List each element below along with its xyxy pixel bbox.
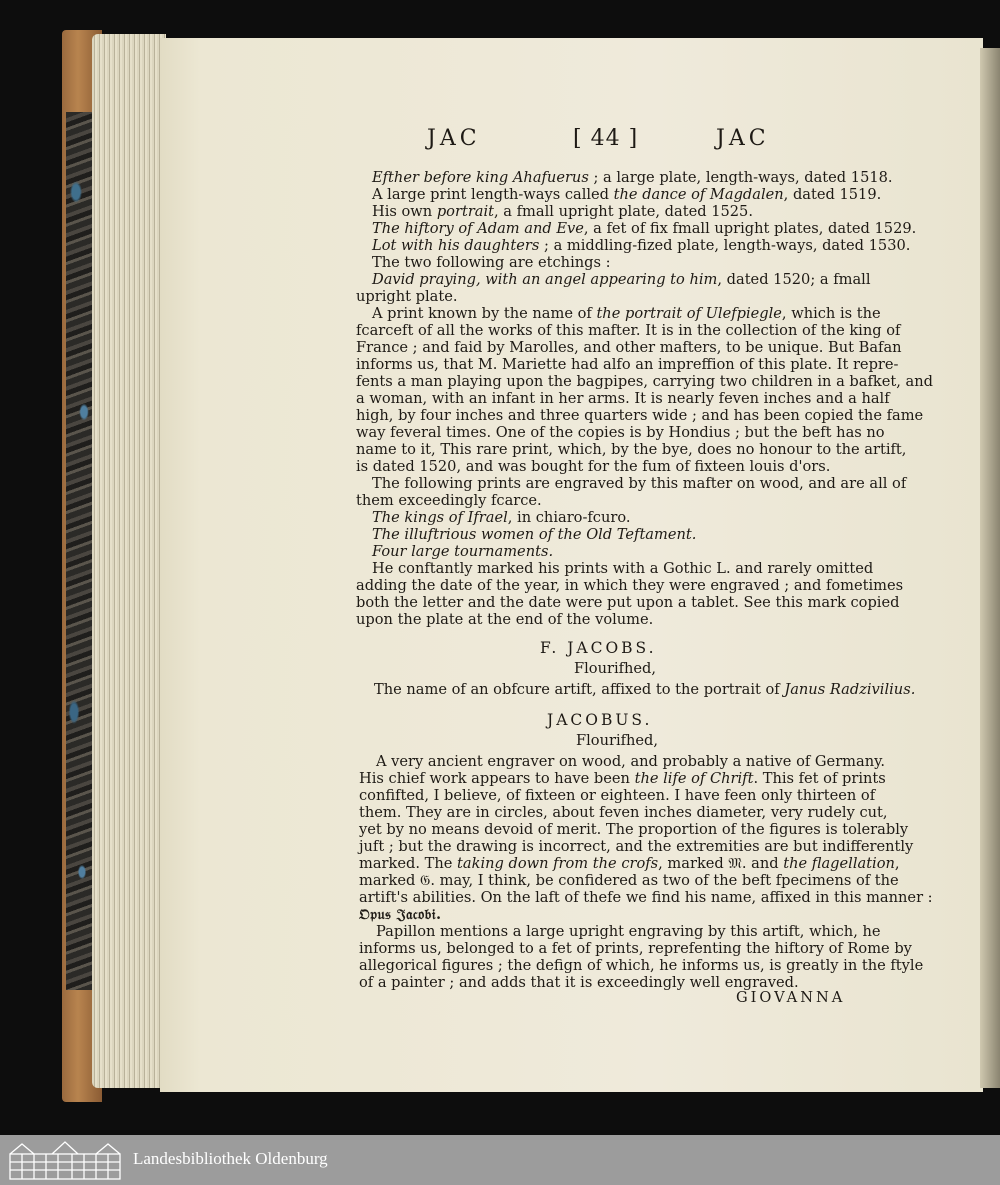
text-line: Flourifhed, (576, 732, 659, 749)
library-building-logo-icon (8, 1140, 122, 1180)
text-line: A very ancient engraver on wood, and probably a native of Germany. (376, 753, 886, 770)
text-line: them exceedingly fcarce. (356, 492, 542, 509)
text-line: yet by no means devoid of merit. The proportion of the figures is tolerably (359, 821, 909, 838)
page-number: [ 44 ] (573, 126, 639, 151)
text-line: both the letter and the date were put upon a tablet. See this mark copied (356, 594, 900, 611)
text-line: He conftantly marked his prints with a Gothic L. and rarely omitted (372, 560, 874, 577)
text-line: name to it, This rare print, which, by the bye, does no honour to the artift, (356, 441, 907, 458)
marbled-endpaper (66, 112, 94, 990)
text-line: His chief work appears to have been the life of Chrift. This fet of prints (359, 770, 886, 787)
text-line: a woman, with an infant in her arms. It is nearly feven inches and a half (356, 390, 890, 407)
text-line: Four large tournaments. (372, 543, 554, 560)
text-line: marked. The taking down from the crofs, marked 𝔐. and the flagellation, (359, 855, 900, 872)
text-line: GIOVANNA (736, 989, 846, 1006)
page-edges (92, 34, 166, 1088)
text-line: The name of an obfcure artift, affixed to the portrait of Janus Radzivilius. (374, 681, 916, 698)
text-line: confifted, I believe, of fixteen or eighteen. I have feen only thirteen of (359, 787, 876, 804)
text-line: upright plate. (356, 288, 458, 305)
text-line: upon the plate at the end of the volume. (356, 611, 654, 628)
library-name: Landesbibliothek Oldenburg (133, 1149, 328, 1168)
text-line: informs us, belonged to a fet of prints, reprefenting the hiftory of Rome by (359, 940, 912, 957)
text-line: artift's abilities. On the laft of thefe we find his name, affixed in this manner : (359, 889, 933, 906)
page-right-edge (980, 48, 1000, 1088)
text-line: marked 𝔊. may, I think, be confidered as two of the beft fpecimens of the (359, 872, 899, 889)
library-footer (0, 1135, 1000, 1185)
text-line: A large print length-ways called the dance of Magdalen, dated 1519. (372, 186, 882, 203)
text-line: allegorical figures ; the defign of which, he informs us, is greatly in the ftyle (359, 957, 924, 974)
text-line: of a painter ; and adds that it is exceedingly well engraved. (359, 974, 799, 991)
text-line: The following prints are engraved by this mafter on wood, and are all of (372, 475, 907, 492)
text-line: F. JACOBS. (540, 639, 657, 657)
text-line: juft ; but the drawing is incorrect, and the extremities are but indifferently (359, 838, 914, 855)
text-line: France ; and faid by Marolles, and other mafters, to be unique. But Bafan (356, 339, 902, 356)
text-line: Flourifhed, (574, 660, 657, 677)
text-line: fcarceft of all the works of this mafter. It is in the collection of the king of (356, 322, 901, 339)
running-head-left: JAC (427, 126, 481, 151)
text-line: fents a man playing upon the bagpipes, carrying two children in a bafket, and (356, 373, 933, 390)
text-line: A print known by the name of the portrait of Ulefpiegle, which is the (372, 305, 881, 322)
text-line: His own portrait, a fmall upright plate, dated 1525. (372, 203, 753, 220)
text-line: 𝔒𝔭𝔲𝔰 𝔍𝔞𝔠𝔬𝔟𝔦. (359, 906, 442, 923)
text-line: JACOBUS. (547, 711, 653, 729)
running-head-right: JAC (716, 126, 770, 151)
text-line: The illuftrious women of the Old Teftament. (372, 526, 697, 543)
text-line: Papillon mentions a large upright engraving by this artift, which, he (376, 923, 881, 940)
text-line: The two following are etchings : (372, 254, 611, 271)
text-line: Lot with his daughters ; a middling-fized plate, length-ways, dated 1530. (372, 237, 911, 254)
text-line: is dated 1520, and was bought for the fum of fixteen louis d'ors. (356, 458, 831, 475)
text-line: adding the date of the year, in which they were engraved ; and fometimes (356, 577, 904, 594)
text-line: way feveral times. One of the copies is by Hondius ; but the beft has no (356, 424, 885, 441)
text-line: The kings of Ifrael, in chiaro-fcuro. (372, 509, 631, 526)
text-line: informs us, that M. Mariette had alfo an impreffion of this plate. It repre- (356, 356, 899, 373)
text-line: The hiftory of Adam and Eve, a fet of fix fmall upright plates, dated 1529. (372, 220, 917, 237)
text-line: them. They are in circles, about feven inches diameter, very rudely cut, (359, 804, 888, 821)
text-line: Efther before king Ahafuerus ; a large plate, length-ways, dated 1518. (372, 169, 893, 186)
text-line: high, by four inches and three quarters wide ; and has been copied the fame (356, 407, 924, 424)
text-line: David praying, with an angel appearing to him, dated 1520; a fmall (372, 271, 871, 288)
